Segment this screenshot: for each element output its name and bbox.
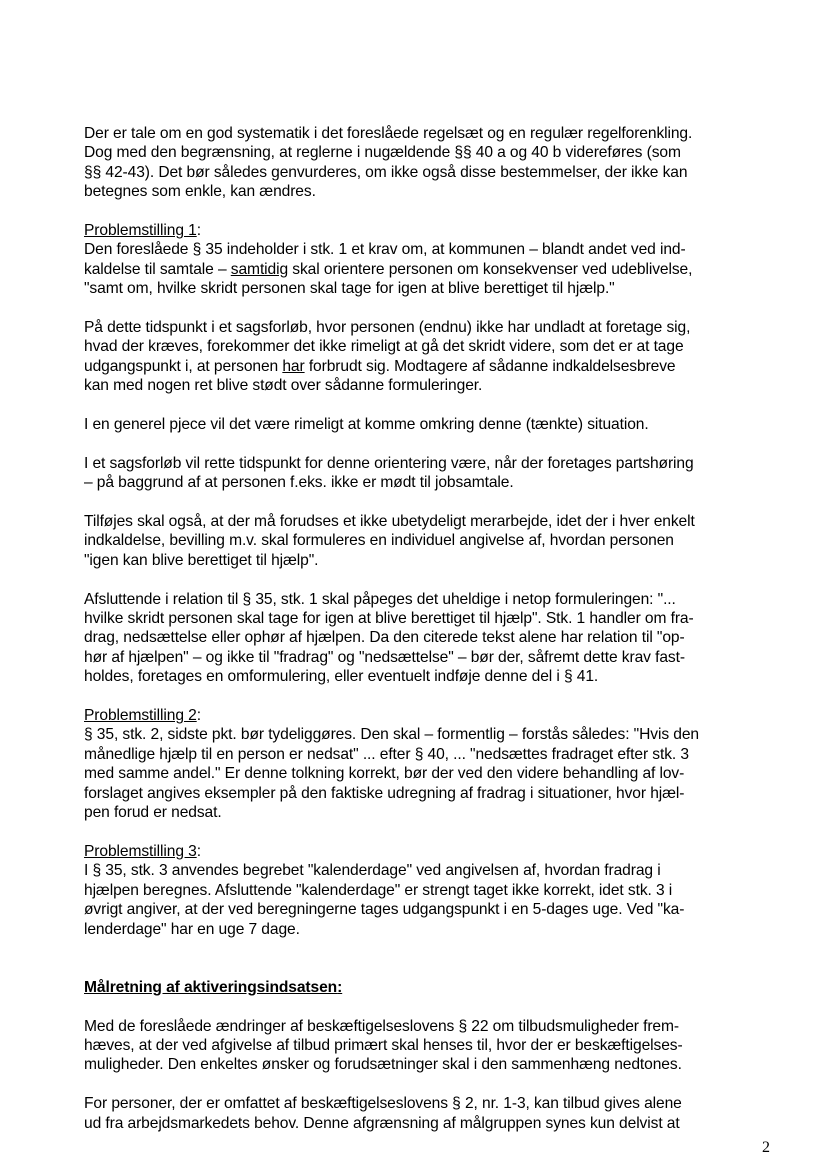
text-line: hjælpen beregnes. Afsluttende "kalenderdage" er strengt taget ikke korrekt, idet stk. 3 i	[84, 881, 673, 899]
problem1-paragraph-6	[84, 590, 764, 687]
problem3-paragraph	[84, 861, 764, 939]
section-paragraph-2	[84, 1094, 764, 1133]
text-line: holdes, foretages en omformulering, eller eventuelt indføje denne del i § 41.	[84, 668, 599, 686]
section-paragraph-1	[84, 1017, 764, 1075]
text-line: I § 35, stk. 3 anvendes begrebet "kalenderdage" ved angivelsen af, hvordan fradrag i	[84, 862, 661, 880]
text-line: indkaldelse, bevilling m.v. skal formuleres en individuel angivelse af, hvordan personen	[84, 532, 674, 550]
text-line: Tilføjes skal også, at der må forudses et ikke ubetydeligt merarbejde, idet der i hver enkelt	[84, 513, 695, 531]
text-line: I en generel pjece vil det være rimeligt at komme omkring denne (tænkte) situation.	[84, 416, 649, 434]
text-line: hæves, at der ved afgivelse af tilbud primært skal henses til, hvor der er beskæftigelses-	[84, 1036, 683, 1054]
text-line: månedlige hjælp til en person er nedsat" ... efter § 40, ... "nedsættes fradraget efter stk. 3	[84, 745, 689, 763]
problem1-paragraph-4	[84, 454, 764, 493]
problem3-heading: Problemstilling 3:	[84, 842, 201, 860]
text-line: øvrigt angiver, at der ved beregningerne tages udgangspunkt i en 5-dages uge. Ved "ka-	[84, 901, 685, 919]
text-line: kan med nogen ret blive stødt over sådanne formuleringer.	[84, 377, 483, 395]
problem2-heading-text: Problemstilling 2	[84, 707, 197, 725]
document-body	[84, 124, 764, 1133]
page-number: 2	[762, 1139, 770, 1156]
text-line: forslaget angives eksempler på den faktiske udregning af fradrag i situationer, hvor hjæl-	[84, 784, 685, 802]
text-line: "samt om, hvilke skridt personen skal tage for igen at blive berettiget til hjælp."	[84, 280, 615, 298]
problem1-heading-text: Problemstilling 1	[84, 222, 197, 240]
text-line: – på baggrund af at personen f.eks. ikke er mødt til jobsamtale.	[84, 474, 514, 492]
section-title: Målretning af aktiveringsindsatsen:	[84, 978, 343, 996]
text-line: På dette tidspunkt i et sagsforløb, hvor personen (endnu) ikke har undladt at foretage sig,	[84, 319, 691, 337]
problem3-heading-text: Problemstilling 3	[84, 842, 197, 860]
text-line: hvilke skridt personen skal tage for igen at blive berettiget til hjælp". Stk. 1 handler om fra-	[84, 610, 694, 628]
text-line: Den foreslåede § 35 indeholder i stk. 1 et krav om, at kommunen – blandt andet ved ind-	[84, 241, 686, 259]
text-line: hør af hjælpen" – og ikke til "fradrag" og "nedsættelse" – bør der, såfremt dette krav fast-	[84, 648, 685, 666]
emphasis-samtidig: samtidig	[230, 260, 289, 278]
text-line: med samme andel." Er denne tolkning korrekt, bør der ved den videre behandling af lov-	[84, 765, 685, 783]
problem1-paragraph-1	[84, 240, 764, 298]
problem1-paragraph-5	[84, 512, 764, 570]
problem1-paragraph-3	[84, 415, 764, 434]
text-line: lenderdage" har en uge 7 dage.	[84, 920, 300, 938]
text-line: Med de foreslåede ændringer af beskæftigelseslovens § 22 om tilbudsmuligheder frem-	[84, 1017, 679, 1035]
intro-paragraph	[84, 124, 764, 202]
text-line: Afsluttende i relation til § 35, stk. 1 skal påpeges det uheldige i netop formuleringen: "...	[84, 590, 676, 608]
problem2-heading: Problemstilling 2:	[84, 707, 201, 725]
problem1-paragraph-2	[84, 318, 764, 396]
text-line: § 35, stk. 2, sidste pkt. bør tydeliggøres. Den skal – formentlig – forstås således: "Hvis den	[84, 726, 699, 744]
text-line: muligheder. Den enkeltes ønsker og forudsætninger skal i den sammenhæng nedtones.	[84, 1056, 682, 1074]
problem1-heading: Problemstilling 1:	[84, 222, 201, 240]
text-line: For personer, der er omfattet af beskæftigelseslovens § 2, nr. 1-3, kan tilbud gives alene	[84, 1095, 682, 1113]
text-line: §§ 42-43). Det bør således genvurderes, om ikke også disse bestemmelser, der ikke kan	[84, 163, 688, 181]
text-line: pen forud er nedsat.	[84, 804, 222, 822]
text-line: betegnes som enkle, kan ændres.	[84, 183, 316, 201]
text-line: I et sagsforløb vil rette tidspunkt for denne orientering være, når der foretages partshøring	[84, 454, 694, 472]
text-line: "igen kan blive berettiget til hjælp".	[84, 551, 319, 569]
text-line: udgangspunkt i, at personen har forbrudt sig. Modtagere af sådanne indkaldelsesbreve	[84, 357, 676, 375]
text-line: Dog med den begrænsning, at reglerne i nugældende §§ 40 a og 40 b videreføres (som	[84, 144, 681, 162]
text-line: ud fra arbejdsmarkedets behov. Denne afgrænsning af målgruppen synes kun delvist at	[84, 1114, 680, 1132]
text-line: hvad der kræves, forekommer det ikke rimeligt at gå det skridt videre, som det er at tage	[84, 338, 684, 356]
problem2-paragraph	[84, 725, 764, 822]
emphasis-har: har	[282, 357, 305, 375]
text-line: kaldelse til samtale – samtidig skal orientere personen om konsekvenser ved udeblivelse,	[84, 260, 693, 278]
text-line: Der er tale om en god systematik i det foreslåede regelsæt og en regulær regelforenkling.	[84, 125, 693, 142]
text-line: drag, nedsættelse eller ophør af hjælpen. Da den citerede tekst alene har relation til "op-	[84, 629, 685, 647]
